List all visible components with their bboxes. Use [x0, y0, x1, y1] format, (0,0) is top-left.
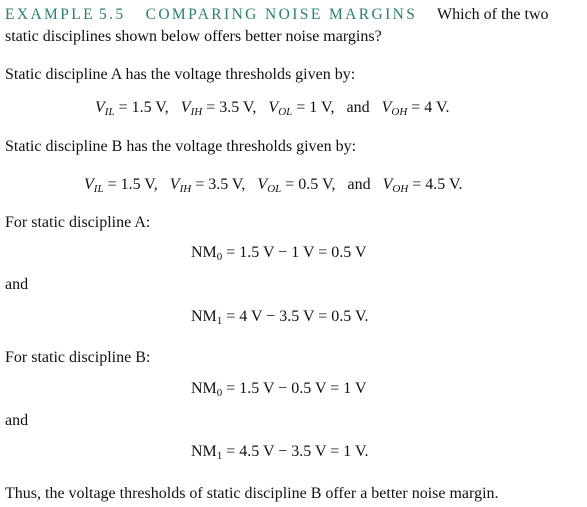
for-discipline-b: For static discipline B: — [5, 349, 151, 366]
a-vil-value: = 1.5 V, — [118, 99, 169, 116]
example-heading — [5, 6, 549, 24]
example-label: EXAMPLE — [5, 6, 95, 23]
discipline-b-intro: Static discipline B has the voltage thresholds given by: — [5, 138, 357, 155]
example-question-start: Which of the two — [436, 6, 549, 23]
for-discipline-a: For static discipline A: — [5, 214, 151, 231]
a-vih-value: = 3.5 V, — [206, 99, 257, 116]
example-question-end: static disciplines shown below offers better noise margins? — [5, 28, 382, 45]
and-text-1: and — [5, 276, 29, 293]
b-and: and — [347, 176, 371, 193]
example-title: COMPARING NOISE MARGINS — [145, 6, 418, 23]
b-vol-value: = 0.5 V, — [285, 176, 336, 193]
nm-b-zero: $NM_0 = 1.5$ V − 0.5 V = 1 V — [191, 380, 367, 399]
b-vil-value: = 1.5 V, — [107, 176, 158, 193]
discipline-a-intro: Static discipline A has the voltage thresholds given by: — [5, 66, 356, 83]
example-number: 5.5 — [99, 6, 126, 23]
a-and: and — [346, 99, 370, 116]
and-text-2: and — [5, 412, 29, 429]
conclusion: Thus, the voltage thresholds of static discipline B offer a better noise margin. — [5, 485, 499, 502]
discipline-a-thresholds: $V_{IL} = 1.5$ V, $V_{IH} = 3.5$ V, $V_{OL} = 1$ V, and $V_{OH} = 4$ V. — [95, 99, 450, 118]
a-voh-value: = 4 V. — [411, 99, 450, 116]
nm-b-one: $NM_1 = 4.5$ V − 3.5 V = 1 V. — [191, 443, 369, 462]
nm-a-zero: $NM_0 = 1.5$ V − 1 V = 0.5 V — [191, 244, 367, 263]
b-voh-value: = 4.5 V. — [412, 176, 463, 193]
a-vol-value: = 1 V, — [296, 99, 335, 116]
nm-a-one: $NM_1 = 4$ V − 3.5 V = 0.5 V. — [191, 308, 369, 327]
discipline-b-thresholds: $V_{IL} = 1.5$ V, $V_{IH} = 3.5$ V, $V_{OL} = 0.5$ V, and $V_{OH} = 4.5$ V. — [84, 176, 463, 195]
b-vih-value: = 3.5 V, — [195, 176, 246, 193]
